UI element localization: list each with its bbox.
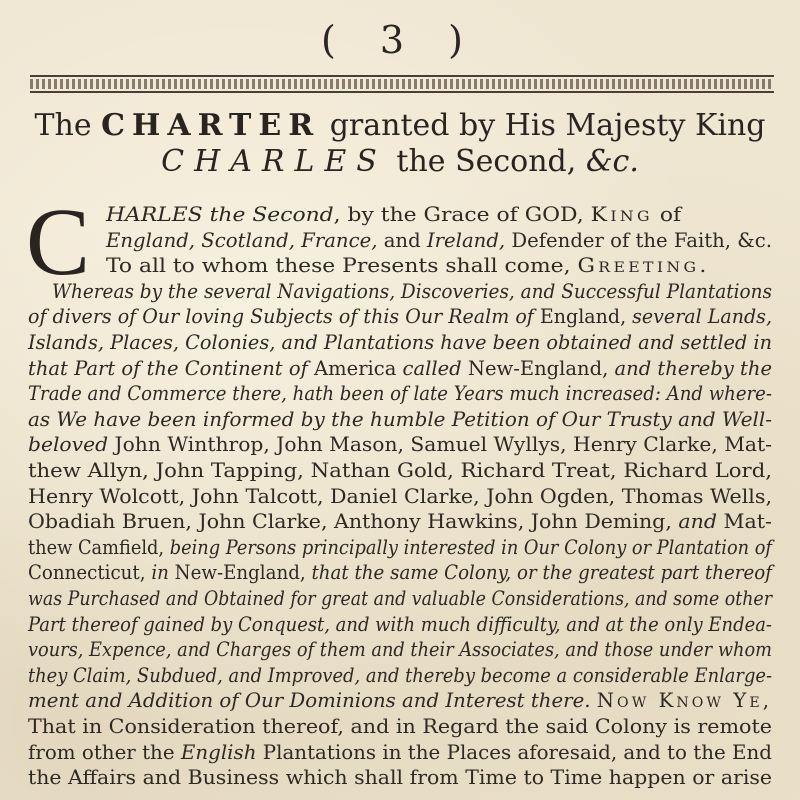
title-segment: CHARTER — [101, 108, 321, 143]
text-segment: Now Know Ye, — [596, 689, 772, 713]
text-segment: Islands, Places, Colonies, and Plantations have been obtained and settled in — [28, 331, 772, 354]
text-line — [28, 612, 772, 638]
header-ornament — [30, 79, 774, 89]
text-segment: being Persons principally interested in Our Colony or Plantation of — [169, 535, 773, 559]
text-segment: New-England, — [467, 356, 609, 380]
text-segment: and — [678, 510, 724, 534]
text-segment: Plantations in the Places aforesaid, and to the End — [256, 740, 772, 764]
text-segment: thew Camfield, — [28, 535, 170, 559]
text-line — [28, 407, 772, 433]
text-line — [28, 535, 772, 561]
text-segment: , by the Grace of GOD, — [333, 203, 591, 226]
text-segment: of divers of Our loving Subjects of this Our Realm of — [28, 305, 540, 329]
text-line — [28, 663, 772, 689]
text-segment: the Second — [209, 203, 334, 226]
text-line — [28, 381, 772, 407]
text-line — [28, 586, 772, 612]
text-line — [106, 228, 772, 254]
text-line — [28, 432, 772, 458]
text-segment: England, Scotland, France, — [106, 228, 378, 252]
text-line — [106, 202, 681, 228]
title-segment: the Second, — [386, 144, 586, 179]
header-rule-top — [30, 75, 774, 77]
text-segment: that the same Colony, or the greatest part thereof — [311, 561, 772, 585]
text-segment: and — [377, 228, 427, 252]
text-line — [106, 253, 710, 279]
title-segment: &c. — [585, 144, 639, 179]
text-line — [52, 279, 772, 305]
text-segment: in — [151, 561, 175, 585]
text-segment: several Lands, — [632, 305, 772, 329]
text-line — [28, 484, 772, 510]
title-segment: granted by His Majesty King — [320, 108, 766, 143]
text-segment: John Winthrop, John Mason, Samuel Wyllys, Henry Clarke, Mat- — [114, 433, 773, 457]
text-segment: that Part of the Continent of — [28, 356, 315, 380]
title-line-1 — [0, 108, 800, 143]
page-number: ( 3 ) — [321, 18, 479, 62]
text-line — [28, 560, 772, 586]
title-segment: CHARLES — [161, 144, 387, 179]
text-line — [28, 688, 772, 714]
text-line — [28, 356, 772, 382]
text-segment: Henry Wolcott, John Talcott, Daniel Clarke, John Ogden, Thomas Wells, — [28, 484, 772, 508]
text-segment: and thereby the — [608, 356, 772, 380]
drop-cap: C — [26, 188, 91, 295]
text-segment: they Claim, Subdued, and Improved, and thereby become a considerable Enlarge- — [28, 663, 772, 687]
text-segment: England, — [539, 305, 633, 329]
text-segment: called — [396, 356, 468, 380]
text-line — [28, 637, 772, 663]
text-segment: Trade and Commerce there, hath been of late Years much increased: And where- — [28, 382, 772, 406]
text-segment: Obadiah Bruen, John Clarke, Anthony Hawkins, John Deming, — [28, 510, 679, 534]
text-line — [28, 304, 772, 330]
text-line — [28, 458, 772, 484]
text-line — [28, 714, 772, 740]
text-segment: beloved — [28, 433, 115, 457]
text-segment: To all to whom these Presents shall come, — [106, 254, 578, 278]
text-line — [28, 765, 772, 791]
text-segment: Connecticut, — [28, 561, 152, 585]
header-rule-bottom — [30, 91, 774, 93]
title-segment: The — [34, 108, 102, 143]
text-segment: King — [590, 203, 653, 226]
text-segment: HARLES — [106, 203, 210, 226]
text-segment: of — [652, 203, 682, 226]
text-segment: Part thereof gained by Conquest, and with much difficulty, and at the only Endea- — [28, 612, 772, 636]
text-segment: Ireland, — [426, 228, 506, 252]
text-segment: America — [314, 356, 397, 380]
text-line — [28, 330, 772, 356]
text-segment: Whereas by the several Navigations, Discoveries, and Successful Plantations — [52, 279, 772, 303]
text-segment: English — [180, 740, 257, 764]
text-segment: New-England, — [174, 561, 312, 585]
text-line — [28, 740, 772, 766]
text-segment: ment and Addition of Our Dominions and Interest there. — [28, 689, 597, 713]
text-segment: That in Consideration thereof, and in Regard the said Colony is remote — [28, 715, 772, 738]
text-segment: vours, Expence, and Charges of them and their Associates, and those under whom — [28, 638, 772, 662]
text-segment: from other the — [28, 740, 181, 764]
text-segment: Greeting. — [577, 254, 710, 278]
text-segment: was Purchased and Obtained for great and valuable Considerations, and some other — [28, 587, 772, 610]
text-segment: thew Allyn, John Tapping, Nathan Gold, Richard Treat, Richard Lord, — [28, 459, 772, 482]
text-line — [28, 509, 772, 535]
text-segment: as We have been informed by the humble Petition of Our Trusty and Well- — [28, 407, 772, 431]
title-line-2 — [0, 144, 800, 179]
text-segment: Mat- — [723, 510, 772, 534]
text-segment: Defender of the Faith, &c. — [505, 228, 773, 252]
text-segment: the Affairs and Business which shall from Time to Time happen or arise — [28, 766, 772, 790]
